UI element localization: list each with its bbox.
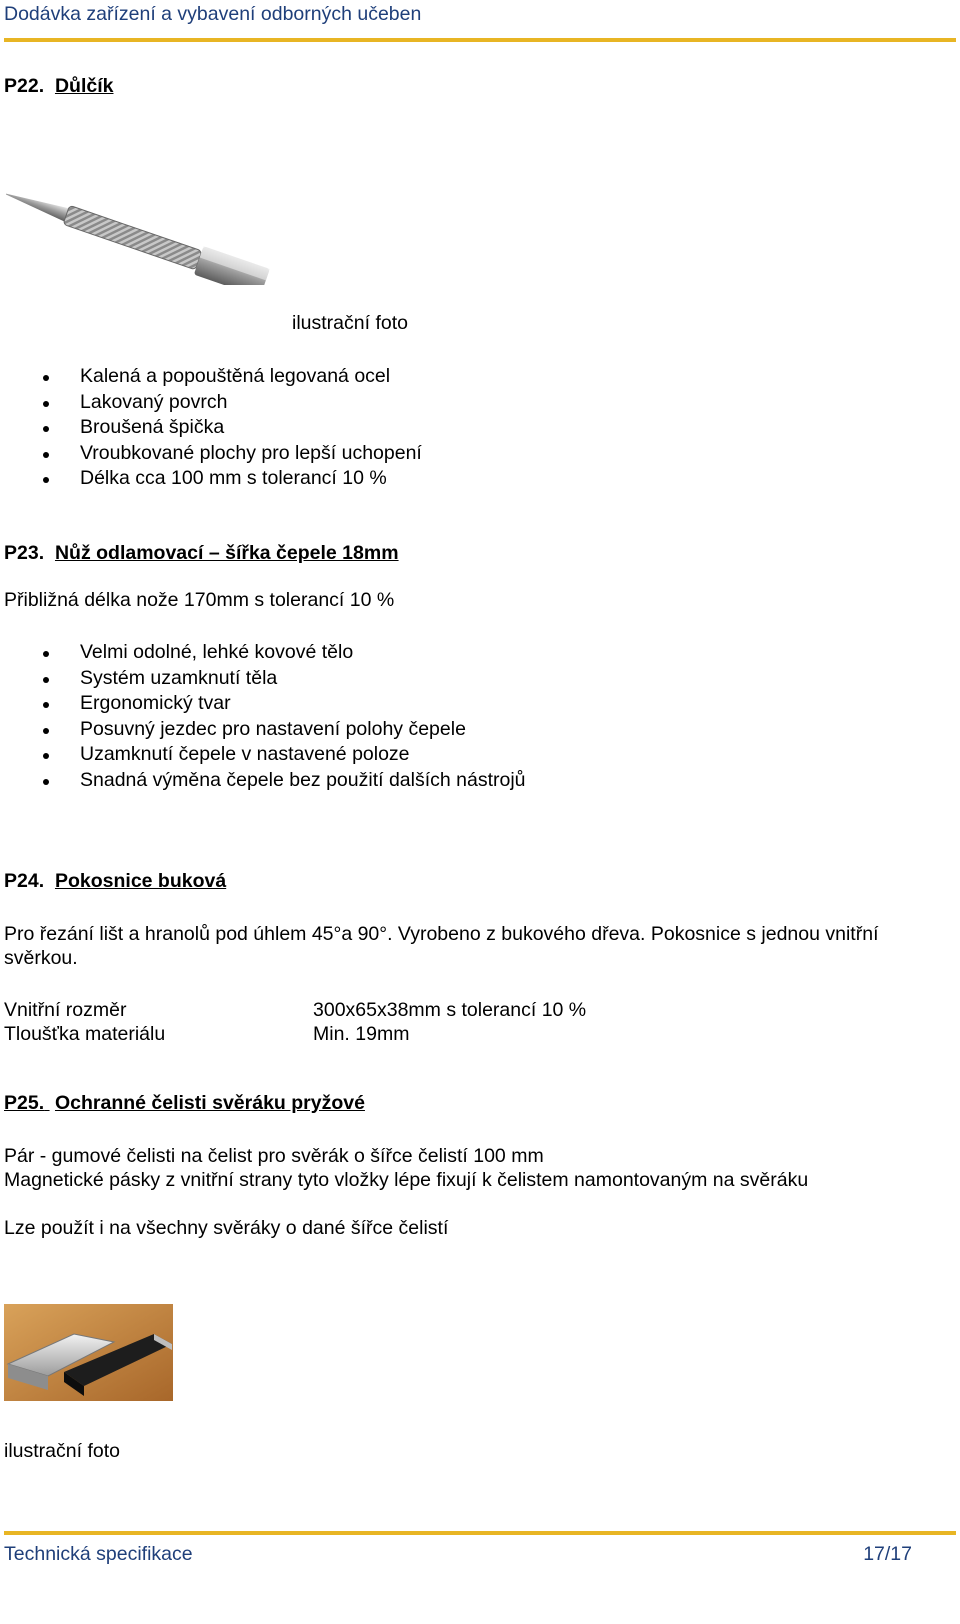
footer-rule — [4, 1531, 956, 1535]
list-item: Systém uzamknutí těla — [0, 666, 526, 692]
list-item: Uzamknutí čepele v nastavené poloze — [0, 742, 526, 768]
p25-line3: Lze použít i na všechny svěráky o dané šířce čelistí — [4, 1217, 449, 1239]
list-item: Broušená špička — [0, 415, 422, 441]
list-item: Délka cca 100 mm s tolerancí 10 % — [0, 466, 422, 492]
list-item: Kalená a popouštěná legovaná ocel — [0, 364, 422, 390]
list-item: Lakovaný povrch — [0, 390, 422, 416]
document-header-title: Dodávka zařízení a vybavení odborných učeben — [4, 3, 422, 25]
p25-line1: Pár - gumové čelisti na čelist pro svěrák o šířce čelistí 100 mm — [4, 1145, 544, 1167]
spec-label: Tloušťka materiálu — [4, 1023, 166, 1045]
center-punch-illustration — [6, 165, 296, 285]
p22-title: Důlčík — [54, 75, 114, 97]
p25-number: P25. — [4, 1092, 45, 1114]
list-item: Ergonomický tvar — [0, 691, 526, 717]
footer-page-number: 17/17 — [863, 1543, 912, 1565]
list-item: Velmi odolné, lehké kovové tělo — [0, 640, 526, 666]
p22-number: P22. — [4, 75, 45, 97]
vise-jaws-illustration — [4, 1304, 173, 1401]
header-rule — [4, 38, 956, 42]
p25-line2: Magnetické pásky z vnitřní strany tyto vložky lépe fixují k čelistem namontovaným na svěráku — [4, 1169, 809, 1191]
p24-title: Pokosnice buková — [54, 870, 227, 892]
p23-bullet-list — [0, 640, 526, 793]
p24-heading — [4, 869, 226, 893]
spec-value: Min. 19mm — [313, 1023, 410, 1045]
p23-number: P23. — [4, 542, 45, 564]
p23-heading — [4, 541, 399, 565]
spec-value: 300x65x38mm s tolerancí 10 % — [313, 999, 587, 1021]
p23-title: Nůž odlamovací – šířka čepele 18mm — [54, 542, 399, 564]
list-item: Snadná výměna čepele bez použití dalších nástrojů — [0, 768, 526, 794]
p24-description-line1: Pro řezání lišt a hranolů pod úhlem 45°a 90°. Vyrobeno z bukového dřeva. Pokosnice s jednou vnitřní — [4, 923, 879, 945]
p22-bullet-list — [0, 364, 422, 492]
footer-title: Technická specifikace — [4, 1543, 193, 1565]
p24-description-line2: svěrkou. — [4, 947, 78, 969]
p24-number: P24. — [4, 870, 45, 892]
vise-jaws-photo — [4, 1304, 173, 1401]
p23-intro: Přibližná délka nože 170mm s tolerancí 10 % — [4, 589, 395, 611]
p22-photo-caption: ilustrační foto — [292, 312, 408, 334]
center-punch-photo — [6, 165, 296, 285]
spec-label: Vnitřní rozměr — [4, 999, 127, 1021]
p22-heading — [4, 74, 114, 98]
list-item: Posuvný jezdec pro nastavení polohy čepele — [0, 717, 526, 743]
list-item: Vroubkované plochy pro lepší uchopení — [0, 441, 422, 467]
p25-heading — [4, 1091, 365, 1115]
p25-title: Ochranné čelisti svěráku pryžové — [54, 1092, 365, 1114]
p25-photo-caption: ilustrační foto — [4, 1440, 120, 1462]
